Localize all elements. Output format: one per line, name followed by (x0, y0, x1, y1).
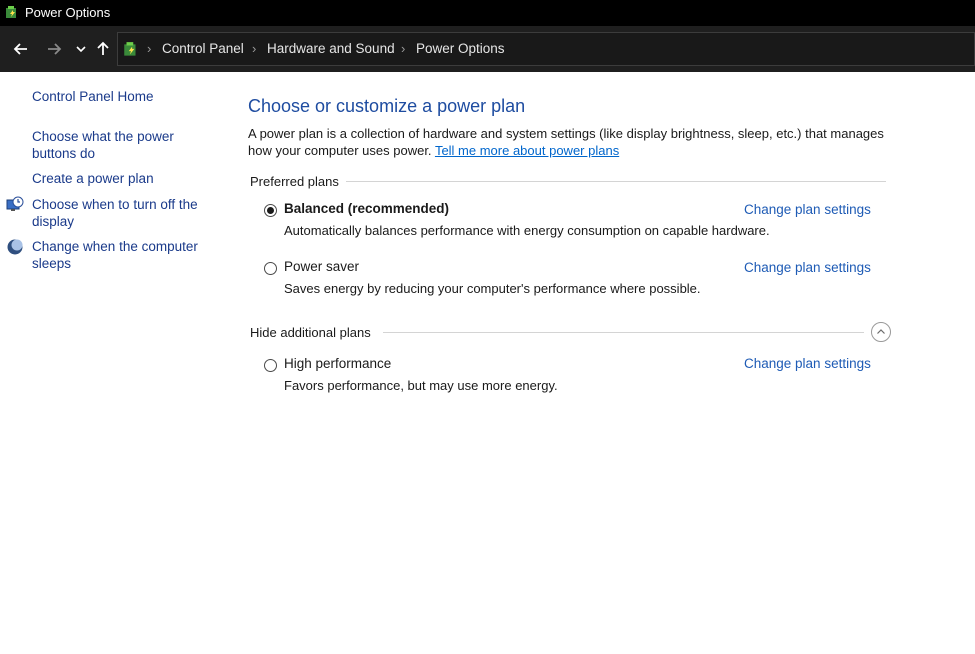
moon-icon (6, 238, 24, 256)
power-options-icon (122, 41, 140, 59)
power-options-icon (4, 5, 20, 21)
chevron-right-icon: › (401, 41, 406, 56)
divider (383, 332, 864, 333)
change-plan-settings-high-performance[interactable]: Change plan settings (744, 356, 871, 371)
arrow-left-icon (13, 41, 29, 57)
divider (346, 181, 886, 182)
arrow-up-icon (95, 41, 111, 57)
sidebar-control-panel-home[interactable]: Control Panel Home (32, 89, 154, 104)
collapse-button[interactable] (871, 322, 891, 342)
power-saver-radio[interactable] (264, 262, 277, 275)
plan-name-power-saver[interactable]: Power saver (284, 259, 360, 274)
sidebar-create-plan[interactable]: Create a power plan (32, 171, 154, 186)
sidebar-power-buttons[interactable]: Choose what the power buttons do (32, 129, 174, 161)
page-title: Choose or customize a power plan (248, 96, 526, 116)
navigation-bar (0, 26, 975, 72)
up-button[interactable] (92, 38, 114, 60)
forward-button[interactable] (43, 38, 65, 60)
breadcrumb-control-panel[interactable]: Control Panel (162, 41, 244, 56)
plan-name-high-performance[interactable]: High performance (284, 356, 392, 371)
high-performance-radio[interactable] (264, 359, 277, 372)
sidebar-turn-off-display[interactable]: Choose when to turn off the display (32, 197, 198, 229)
title-bar (0, 0, 975, 26)
arrow-right-icon (46, 41, 62, 57)
window-title: Power Options (25, 5, 111, 20)
breadcrumb-power-options[interactable]: Power Options (416, 41, 505, 56)
plan-name-balanced[interactable]: Balanced (recommended) (284, 201, 450, 216)
address-bar[interactable] (117, 32, 975, 66)
change-plan-settings-power-saver[interactable]: Change plan settings (744, 260, 871, 275)
chevron-down-icon (75, 43, 87, 55)
back-button[interactable] (10, 38, 32, 60)
recent-locations-button[interactable] (70, 38, 92, 60)
plan-desc-high-performance: Favors performance, but may use more energy. (284, 378, 558, 393)
change-plan-settings-balanced[interactable]: Change plan settings (744, 202, 871, 217)
plan-desc-balanced: Automatically balances performance with energy consumption on capable hardware. (284, 223, 770, 238)
description-text: A power plan is a collection of hardware and system settings (like display brightness, sleep, etc.) that manages how your computer uses power. (248, 126, 884, 158)
sidebar-computer-sleeps[interactable]: Change when the computer sleeps (32, 239, 198, 271)
breadcrumb-hardware-and-sound[interactable]: Hardware and Sound (267, 41, 395, 56)
learn-more-link[interactable]: Tell me more about power plans (434, 143, 620, 158)
balanced-radio[interactable] (264, 204, 277, 217)
plan-desc-power-saver: Saves energy by reducing your computer's performance where possible. (284, 281, 701, 296)
hide-additional-plans-label[interactable]: Hide additional plans (250, 325, 371, 340)
chevron-right-icon: › (252, 41, 257, 56)
chevron-right-icon: › (147, 41, 152, 56)
page-description (248, 125, 908, 159)
preferred-plans-label: Preferred plans (250, 174, 339, 189)
display-clock-icon (6, 196, 24, 214)
chevron-up-icon (876, 327, 886, 337)
